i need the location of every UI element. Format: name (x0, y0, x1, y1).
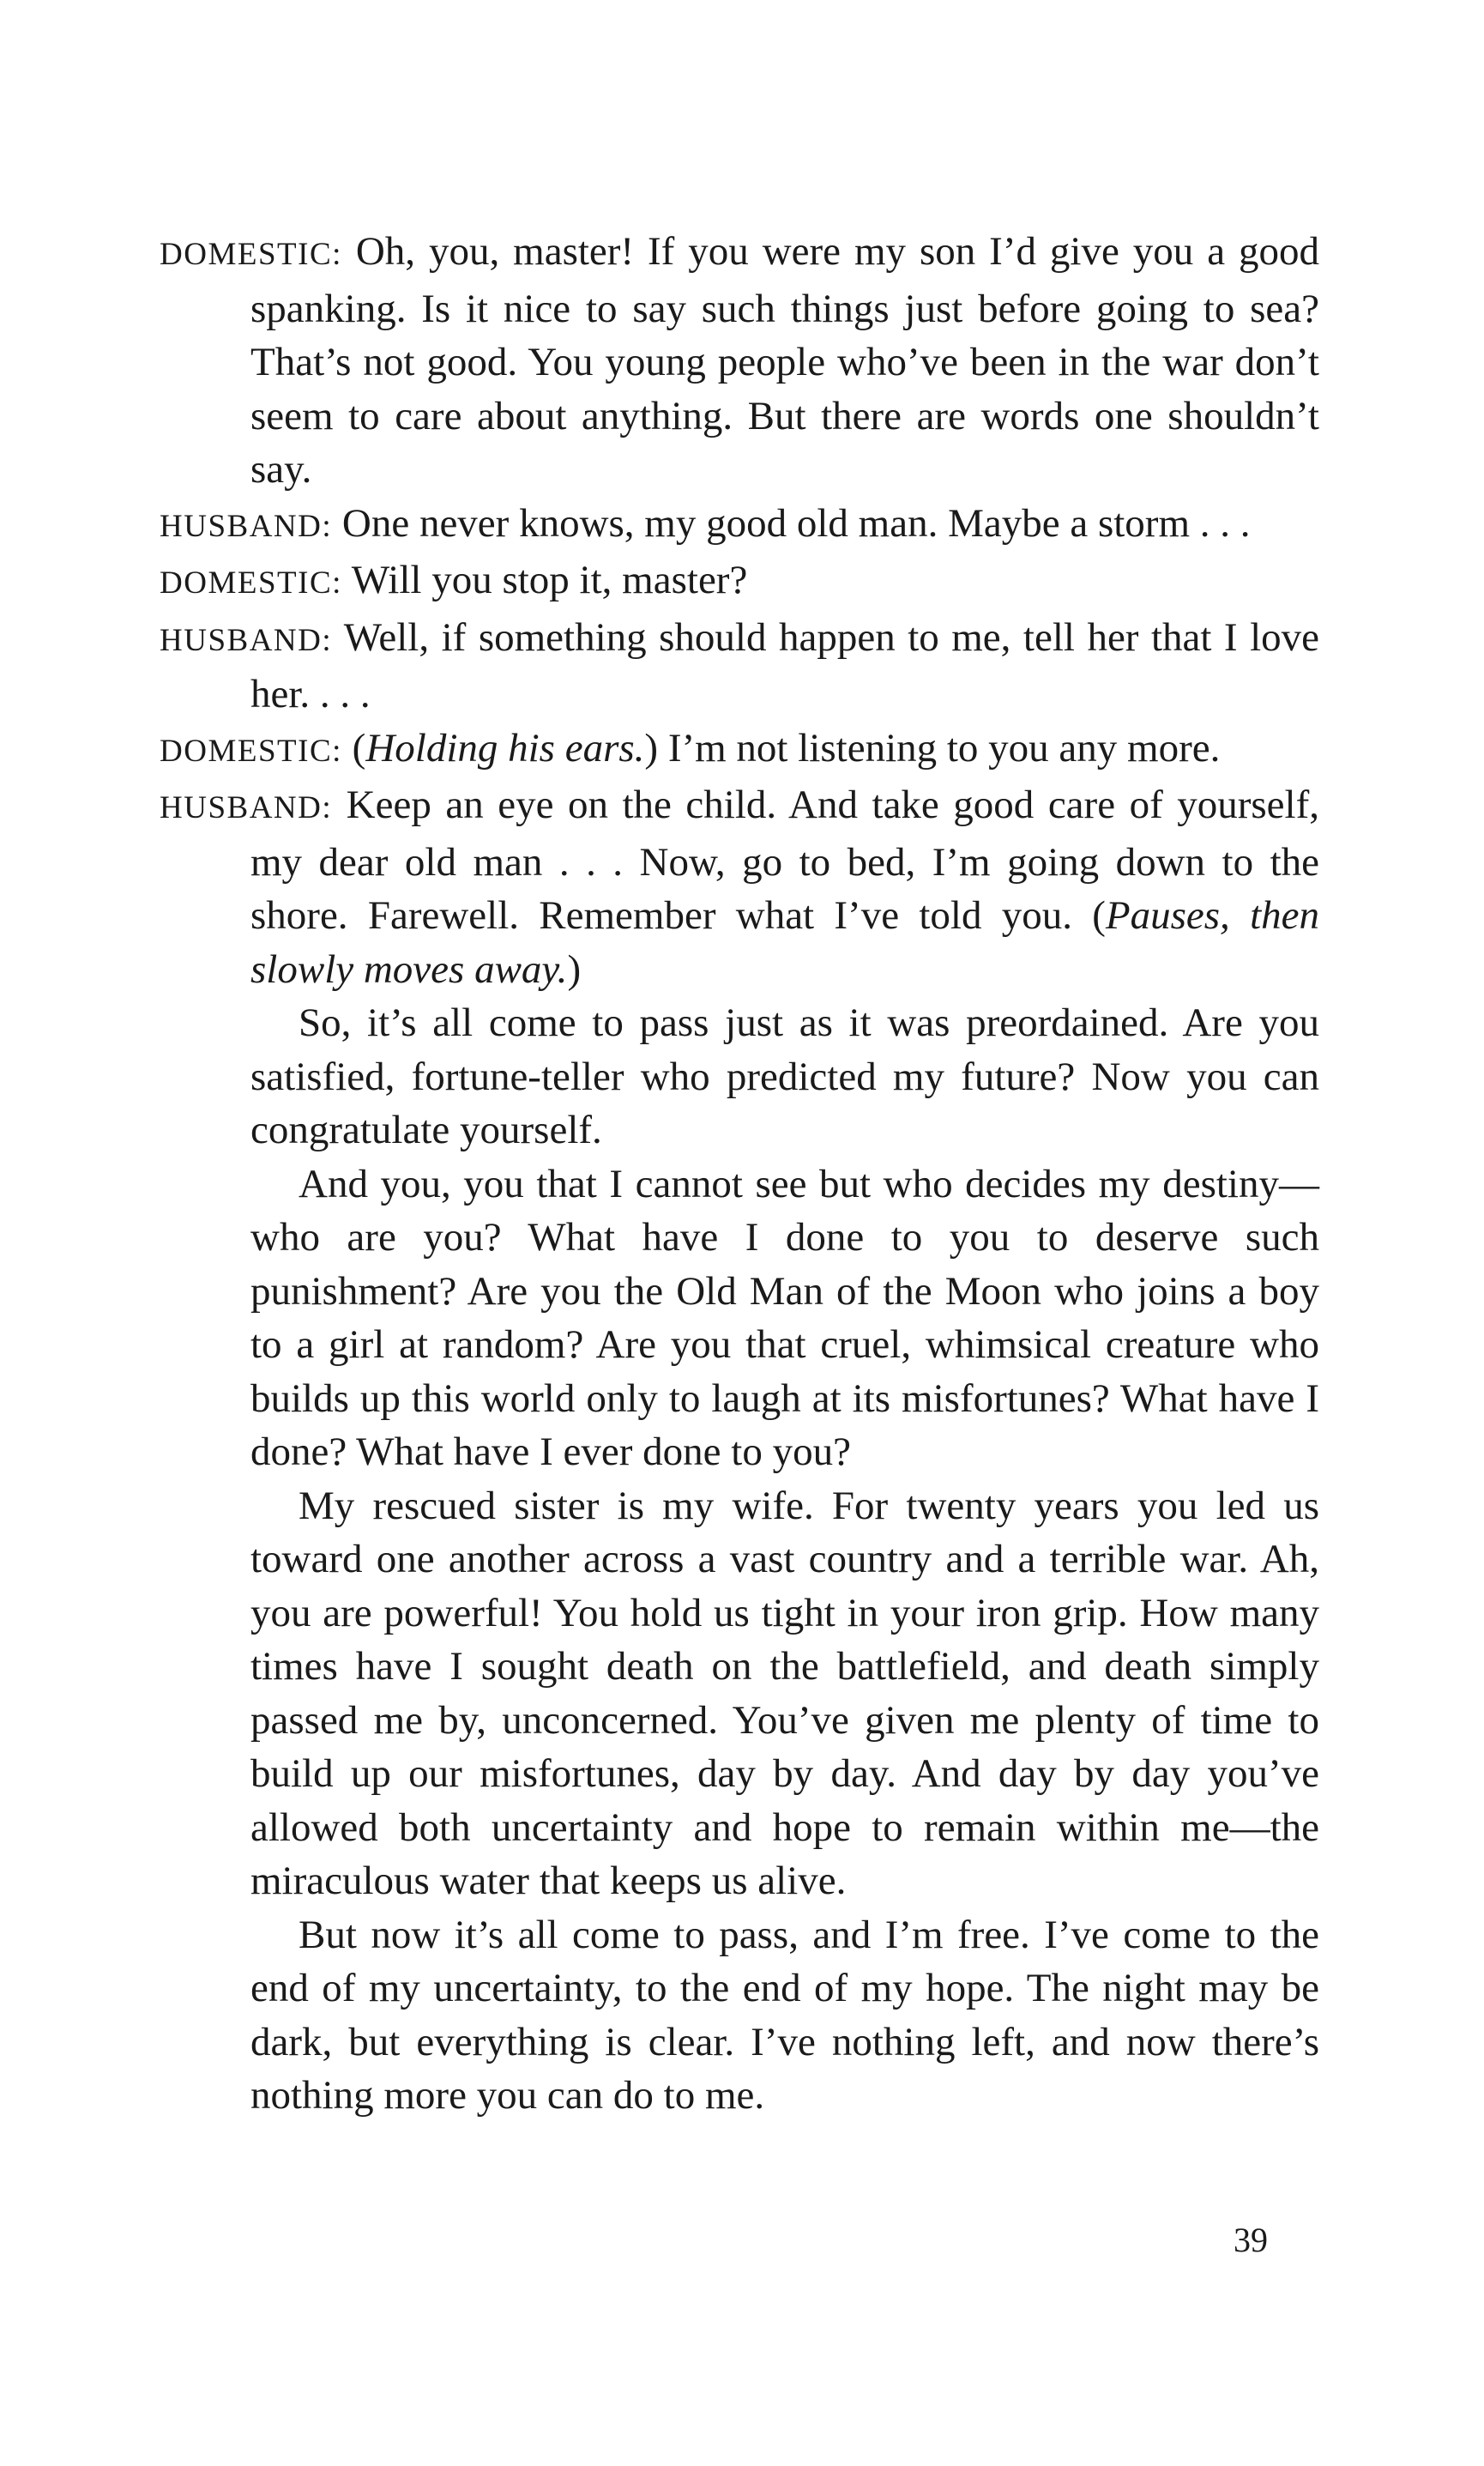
speech-text: Oh, you, master! If you were my son I’d give you a good spanking. Is it nice to say such things just before going to sea? That’s not good. You young people who’ve been in the war don’t seem to care about anything. But there are words one shouldn’t say. (250, 229, 1319, 492)
stage-direction: Pauses, then slowly moves away. (250, 893, 1319, 992)
speech-line (160, 778, 1319, 996)
speech-line (160, 225, 1319, 497)
speaker-name: DOMESTIC: (160, 733, 342, 769)
speech-text: ) I’m not listening to you any more. (644, 725, 1221, 771)
speech-text: Keep an eye on the child. And take good care of yourself, my dear old man . . . Now, go to bed, I’m going down to the shore. Farewell. Remember what I’ve told you. ( (250, 783, 1319, 938)
speech-text: Will you stop it, master? (341, 558, 748, 602)
monologue-paragraph: So, it’s all come to pass just as it was preordained. Are you satisfied, fortune-teller who predicted my future? Now you can congratulate yourself. (250, 1000, 1319, 1152)
stage-direction: Holding his ears. (365, 725, 645, 771)
speech-line (160, 553, 1319, 611)
monologue-paragraph: But now it’s all come to pass, and I’m free. I’ve come to the end of my uncertainty, to the end of my hope. The night may be dark, but everything is clear. I’ve nothing left, and now there’s nothing more you can do to me. (250, 1912, 1319, 2118)
speaker-name: HUSBAND: (160, 508, 333, 544)
speaker-name: HUSBAND: (160, 790, 333, 825)
speech-line (160, 611, 1319, 722)
speaker-name: DOMESTIC: (160, 565, 342, 601)
page-number: 39 (1234, 2221, 1268, 2259)
speaker-name: HUSBAND: (160, 622, 333, 658)
speech-line (160, 497, 1319, 554)
play-text (160, 225, 1319, 2123)
speech-line (160, 722, 1319, 779)
speech-text: Well, if something should happen to me, tell her that I love her. . . . (250, 614, 1319, 716)
speech-text: ) (567, 946, 582, 992)
speaker-name: DOMESTIC: (160, 237, 342, 272)
speech-text: One never knows, my good old man. Maybe a storm . . . (332, 500, 1251, 546)
speech-text: ( (341, 725, 366, 771)
monologue-paragraph: And you, you that I cannot see but who decides my destiny—who are you? What have I done to you to deserve such punishment? Are you the Old Man of the Moon who joins a boy to a girl at random? Are you that cruel, whimsical creature who builds up this world only to laugh at its misfortunes? What have I done? What have I ever done to you? (250, 1161, 1319, 1474)
monologue-paragraph: My rescued sister is my wife. For twenty years you led us toward one another across a vast country and a terrible war. Ah, you are powerful! You hold us tight in your iron grip. How many times have I sought death on the battlefield, and death simply passed me by, unconcerned. You’ve given me plenty of time to build up our misfortunes, day by day. And day by day you’ve allowed both uncertainty and hope to remain within me—the miraculous water that keeps us alive. (250, 1483, 1319, 1903)
